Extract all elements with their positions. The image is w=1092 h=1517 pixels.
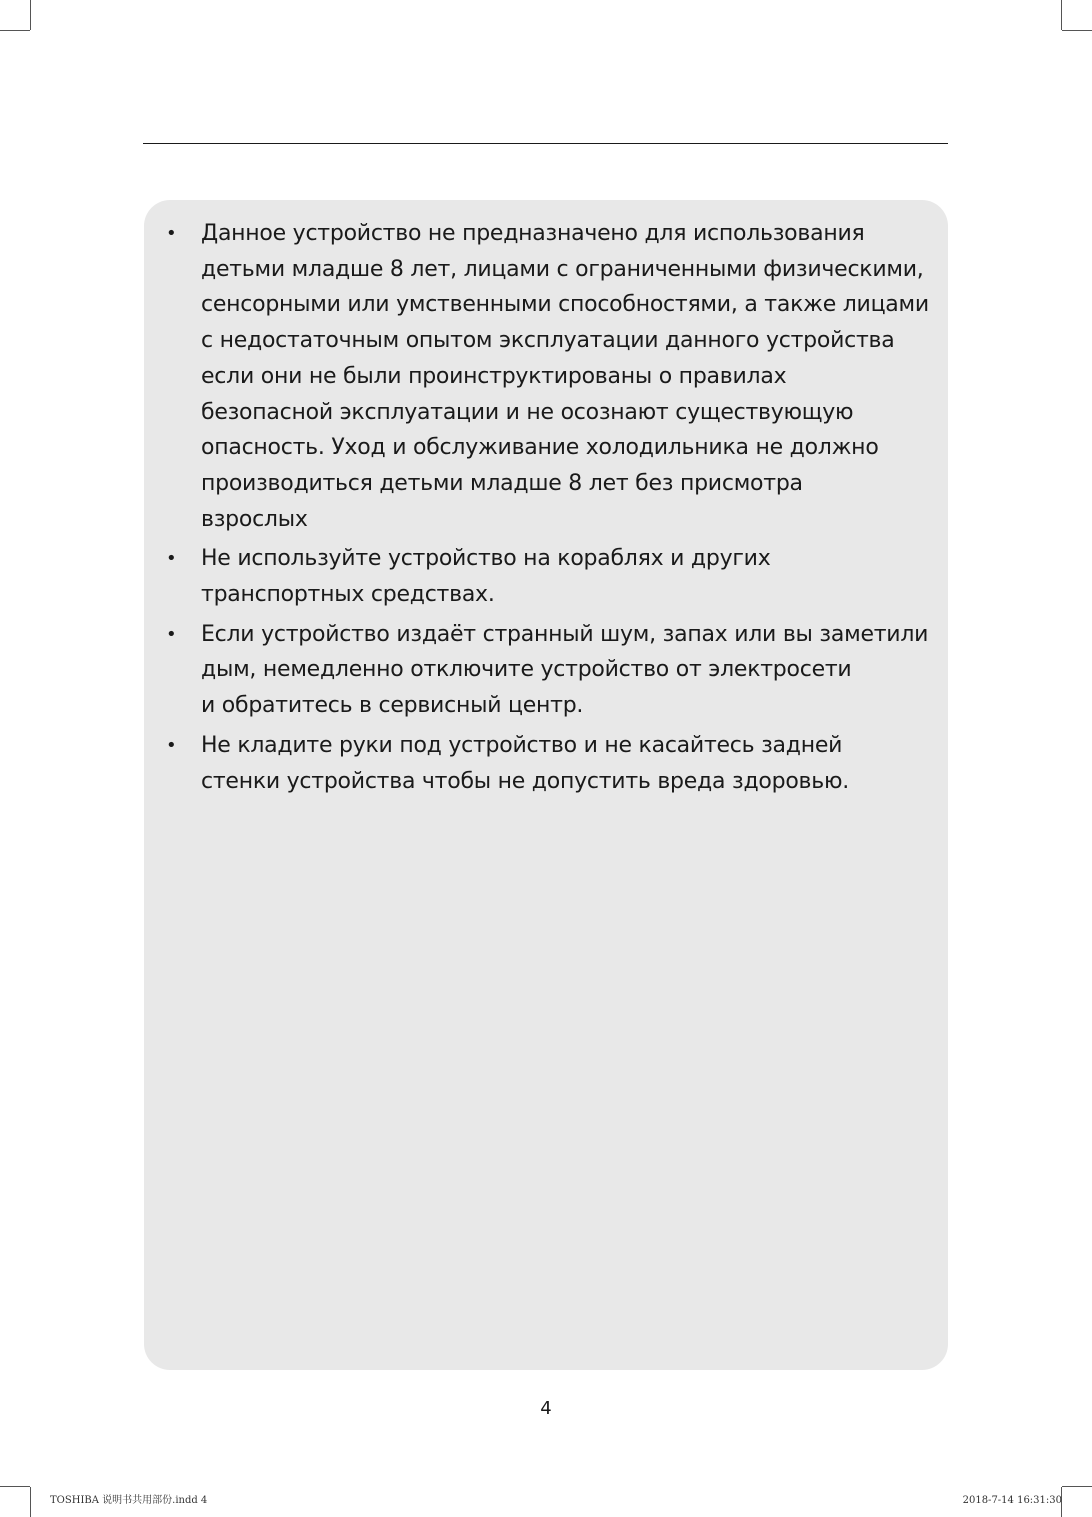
list-item-text-line: Не кладите руки под устройство и не касайтесь задней <box>201 732 843 758</box>
list-item-text-line: Если устройство издаёт странный шум, запах или вы заметили <box>201 621 929 647</box>
crop-mark-top-left-horizontal <box>0 30 30 31</box>
list-item-text-line: транспортных средствах. <box>201 582 495 608</box>
header-rule <box>143 143 948 144</box>
crop-mark-bottom-right-horizontal <box>1062 1486 1092 1487</box>
bullet-icon: • <box>166 223 177 244</box>
list-item-text-line: детьми младше 8 лет, лицами с ограниченными физическими, <box>201 256 924 282</box>
list-item <box>144 728 934 799</box>
warnings-list <box>144 216 934 803</box>
crop-mark-top-right-horizontal <box>1062 30 1092 31</box>
list-item <box>144 216 934 537</box>
bullet-icon: • <box>166 734 177 756</box>
list-item <box>144 541 934 612</box>
crop-mark-bottom-left-vertical <box>30 1487 31 1517</box>
list-item-text-line: Не используйте устройство на кораблях и других <box>201 546 771 572</box>
list-item-text-line: опасность. Уход и обслуживание холодильника не должно <box>201 435 879 461</box>
list-item-text-line: сенсорными или умственными способностями, а также лицами <box>201 292 929 318</box>
crop-mark-top-right-vertical <box>1061 0 1062 30</box>
crop-mark-bottom-left-horizontal <box>0 1486 30 1487</box>
bullet-icon: • <box>166 623 177 645</box>
crop-mark-top-left-vertical <box>30 0 31 30</box>
list-item-text-line: и обратитесь в сервисный центр. <box>201 693 584 719</box>
print-slug-file-info: TOSHIBA 说明书共用部份.indd 4 <box>50 1495 208 1506</box>
page-number: 4 <box>540 1398 552 1419</box>
list-item <box>144 617 934 724</box>
warnings-panel <box>144 200 948 1370</box>
list-item-text-line: безопасной эксплуатации и не осознают существующую <box>201 399 854 425</box>
list-item-text-line: с недостаточным опытом эксплуатации данного устройства <box>201 328 895 354</box>
list-item-text-line: дым, немедленно отключите устройство от электросети <box>201 657 852 683</box>
print-slug-timestamp: 2018-7-14 16:31:30 <box>962 1495 1062 1506</box>
list-item-text-line: стенки устройства чтобы не допустить вреда здоровью. <box>201 768 849 794</box>
bullet-icon: • <box>166 548 177 570</box>
list-item-text-line: производиться детьми младше 8 лет без присмотра <box>201 470 803 496</box>
list-item-text-line: Данное устройство не предназначено для использования <box>201 221 865 246</box>
list-item-text-line: взрослых <box>201 506 308 532</box>
list-item-text-line: если они не были проинструктированы о правилах <box>201 363 787 389</box>
